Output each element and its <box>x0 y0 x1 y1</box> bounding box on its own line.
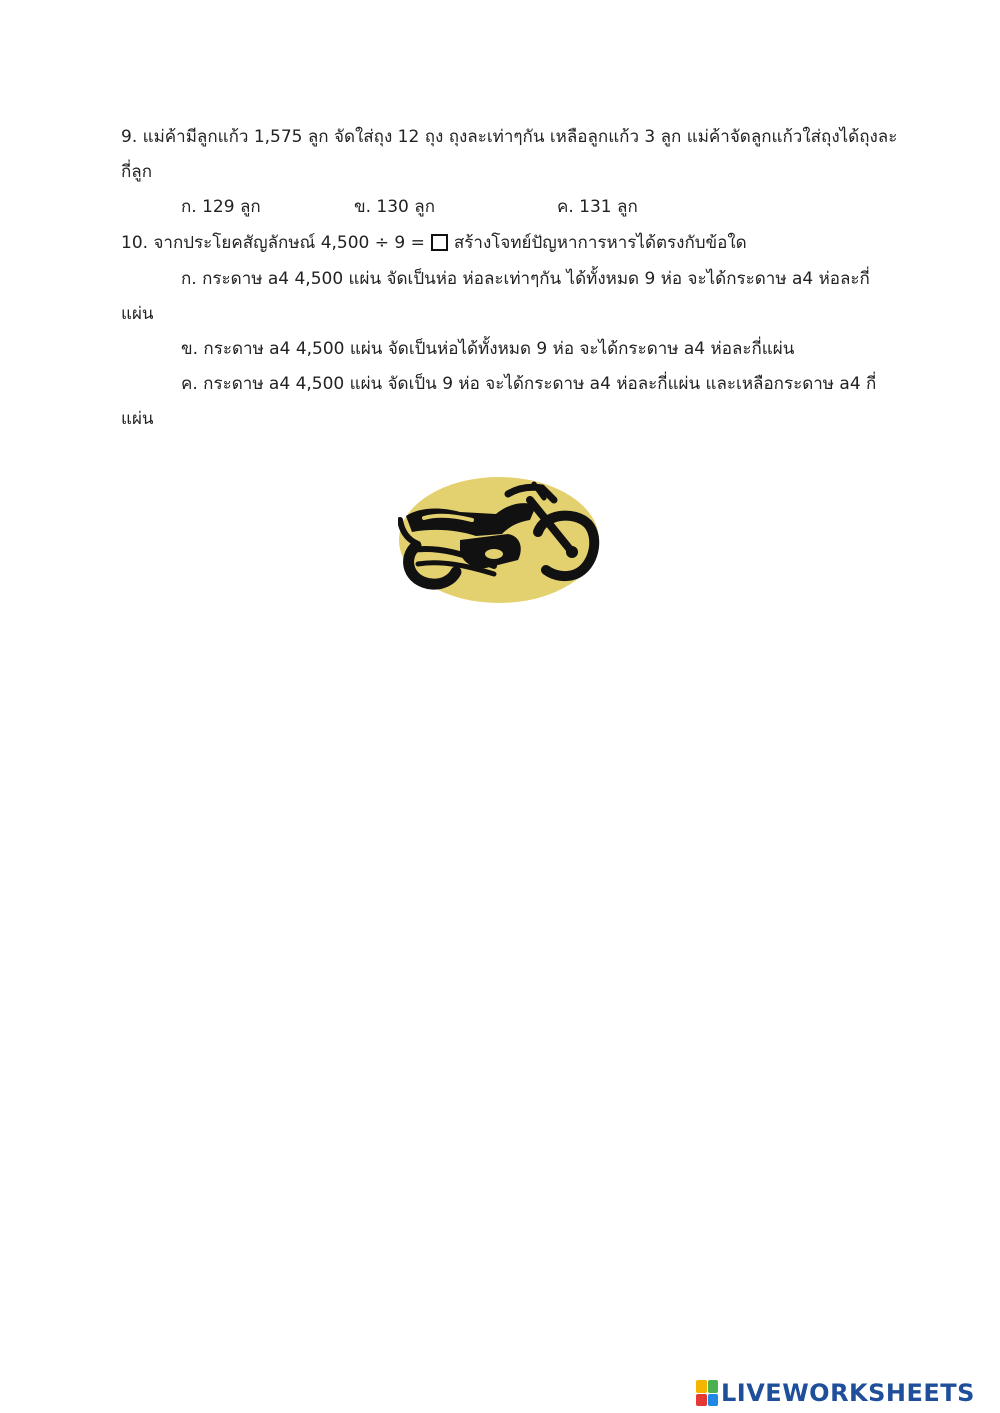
logo-square-blue <box>708 1394 719 1407</box>
motorcycle-icon <box>398 474 604 606</box>
question-10-prompt-after: สร้างโจทย์ปัญหาการหารได้ตรงกับข้อใด <box>453 233 747 253</box>
question-9-text-line1: 9. แม่ค้ามีลูกแก้ว 1,575 ลูก จัดใส่ถุง 12 ถุง ถุงละเท่าๆกัน เหลือลูกแก้ว 3 ลูก แม่ค้าจัดลูกแก้วใส่ถุงได้ถุงละ <box>121 127 898 147</box>
question-10-option-a-continued[interactable]: แผ่น <box>121 304 154 324</box>
question-9-option-b[interactable]: ข. 130 ลูก <box>354 197 435 217</box>
question-10-option-a[interactable]: ก. กระดาษ a4 4,500 แผ่น จัดเป็นห่อ ห่อละเท่าๆกัน ได้ทั้งหมด 9 ห่อ จะได้กระดาษ a4 ห่อละกี่ <box>181 269 870 289</box>
question-10-prompt-before: 10. จากประโยคสัญลักษณ์ 4,500 ÷ 9 = <box>121 233 425 253</box>
question-9-options <box>181 195 881 219</box>
logo-square-green <box>708 1380 719 1393</box>
answer-box[interactable] <box>431 234 448 251</box>
question-9-option-c[interactable]: ค. 131 ลูก <box>557 197 638 217</box>
brand-text: LIVEWORKSHEETS <box>721 1379 975 1407</box>
question-10-option-c[interactable]: ค. กระดาษ a4 4,500 แผ่น จัดเป็น 9 ห่อ จะได้กระดาษ a4 ห่อละกี่แผ่น และเหลือกระดาษ a4 กี่ <box>181 374 877 394</box>
liveworksheets-brand <box>696 1378 975 1408</box>
question-9-option-a[interactable]: ก. 129 ลูก <box>181 197 261 217</box>
question-10-option-b[interactable]: ข. กระดาษ a4 4,500 แผ่น จัดเป็นห่อได้ทั้งหมด 9 ห่อ จะได้กระดาษ a4 ห่อละกี่แผ่น <box>181 339 795 359</box>
question-10-option-c-continued[interactable]: แผ่น <box>121 409 154 429</box>
logo-square-red <box>696 1394 707 1407</box>
motorcycle-illustration <box>398 474 604 606</box>
liveworksheets-logo-icon <box>696 1380 718 1406</box>
question-10-prompt <box>121 231 747 255</box>
logo-square-yellow <box>696 1380 707 1393</box>
question-9-text-line2: กี่ลูก <box>121 162 153 182</box>
